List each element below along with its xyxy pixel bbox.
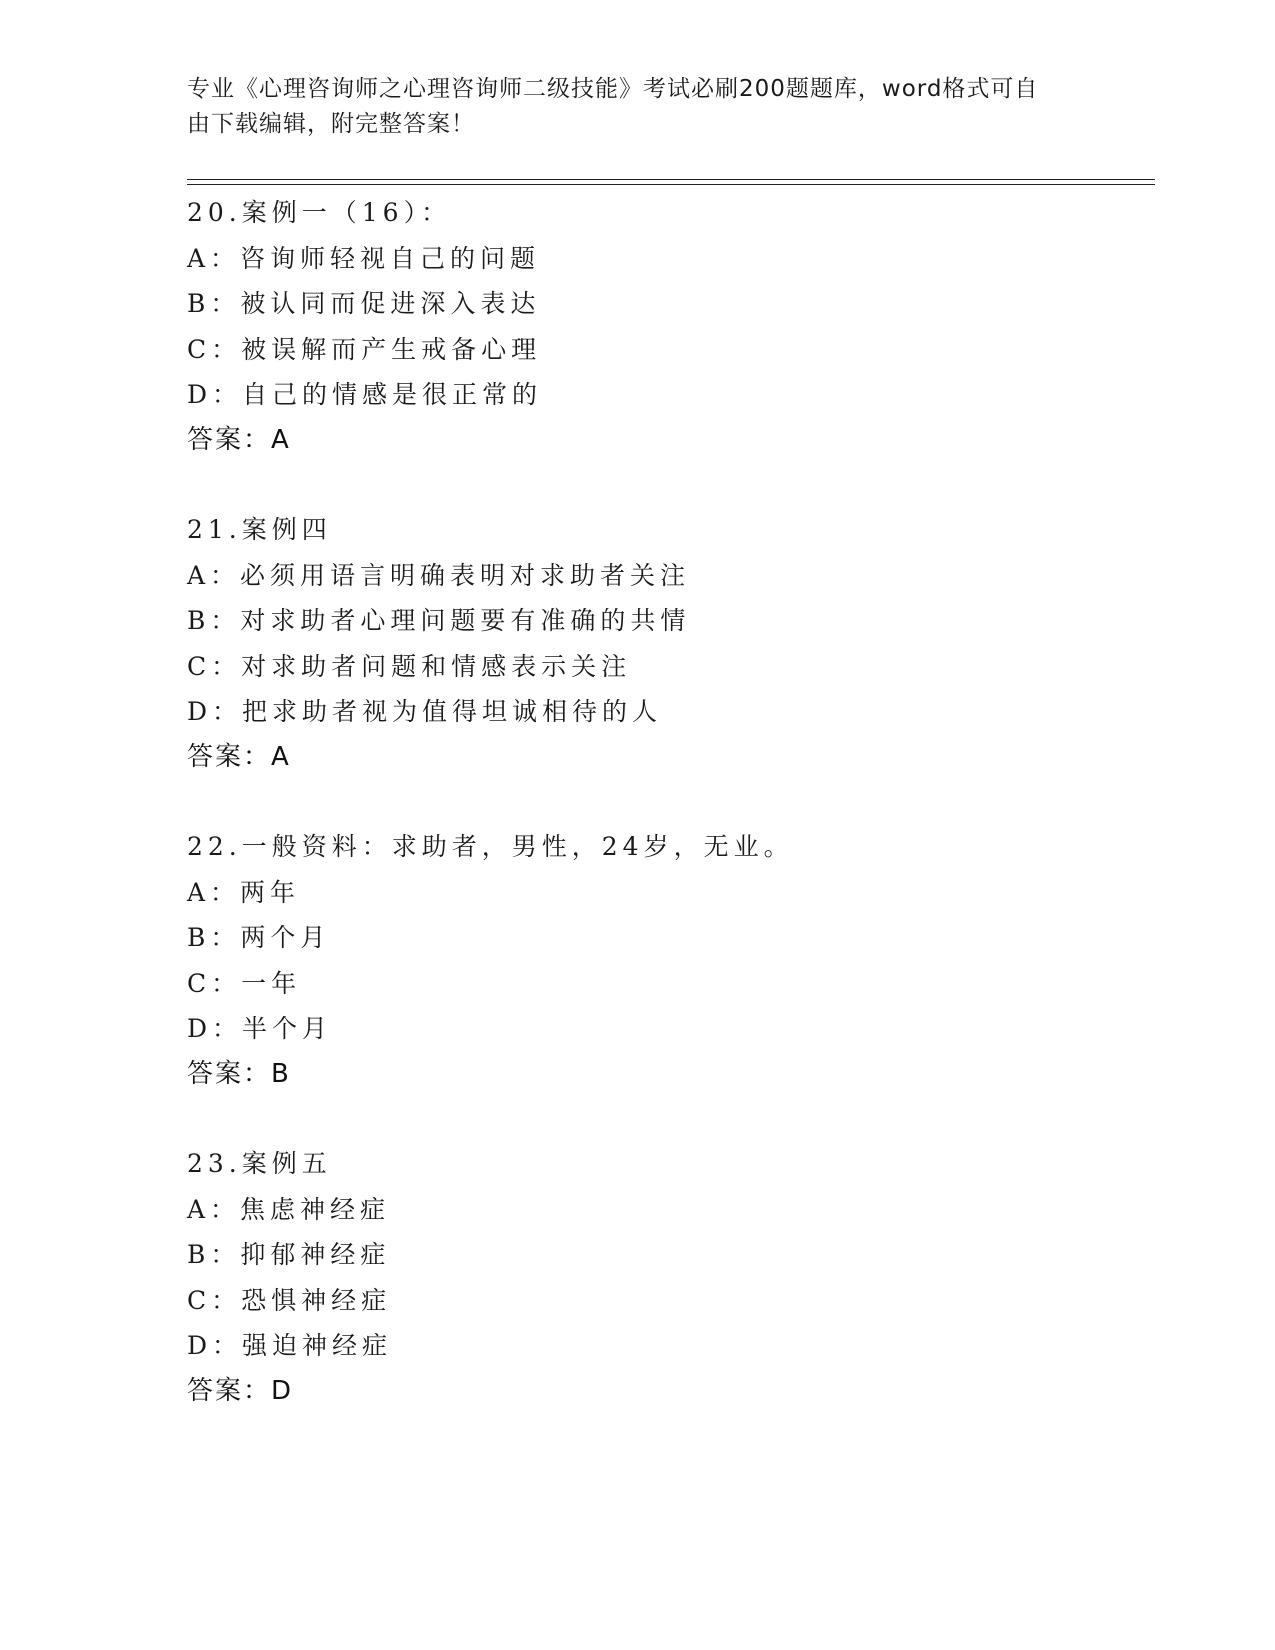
answer-line (187, 735, 1137, 781)
option-a: A：焦虑神经症 (187, 1194, 391, 1224)
option-d: D：半个月 (187, 1014, 333, 1043)
question-22 (187, 824, 1137, 1097)
answer-value: A (271, 741, 291, 772)
header-line-2: 由下载编辑，附完整答案！ (187, 111, 475, 137)
option-c: C：一年 (187, 968, 302, 998)
option-c: C：恐惧神经症 (187, 1285, 392, 1315)
document-header (187, 72, 1067, 142)
option-c: C：对求助者问题和情感表示关注 (187, 651, 632, 681)
option-d: D：自己的情感是很正常的 (187, 380, 543, 409)
option-c: C：被误解而产生戒备心理 (187, 334, 542, 364)
answer-value: D (271, 1375, 294, 1406)
option-a: A：咨询师轻视自己的问题 (187, 243, 541, 273)
option-b: B：被认同而促进深入表达 (187, 289, 541, 318)
answer-label: 答案： (187, 1058, 272, 1089)
answer-line (187, 1369, 1137, 1415)
option-b: B：两个月 (187, 923, 331, 952)
answer-value: A (271, 424, 291, 455)
option-d: D：把求助者视为值得坦诚相待的人 (187, 697, 663, 726)
header-rule-bottom (187, 184, 1155, 185)
question-list (187, 190, 1137, 1458)
answer-label: 答案： (187, 424, 272, 455)
answer-label: 答案： (187, 1375, 272, 1406)
header-line-1: 专业《心理咨询师之心理咨询师二级技能》考试必刷200题题库，word格式可自 (187, 76, 1039, 102)
question-23 (187, 1141, 1137, 1414)
option-b: B：对求助者心理问题要有准确的共情 (187, 606, 691, 635)
question-stem: 23.案例五 (187, 1149, 332, 1178)
question-20 (187, 190, 1137, 463)
answer-value: B (271, 1058, 291, 1089)
option-a: A：两年 (187, 877, 301, 907)
question-stem: 22.一般资料：求助者，男性，24岁，无业。 (187, 832, 794, 861)
answer-line (187, 418, 1137, 464)
question-stem: 21.案例四 (187, 515, 332, 544)
header-rule-top (187, 179, 1155, 180)
option-b: B：抑郁神经症 (187, 1240, 391, 1269)
option-a: A：必须用语言明确表明对求助者关注 (187, 560, 691, 590)
option-d: D：强迫神经症 (187, 1331, 393, 1360)
answer-line (187, 1052, 1137, 1098)
question-21 (187, 507, 1137, 780)
question-stem: 20.案例一（16）： (187, 198, 452, 227)
answer-label: 答案： (187, 741, 272, 772)
